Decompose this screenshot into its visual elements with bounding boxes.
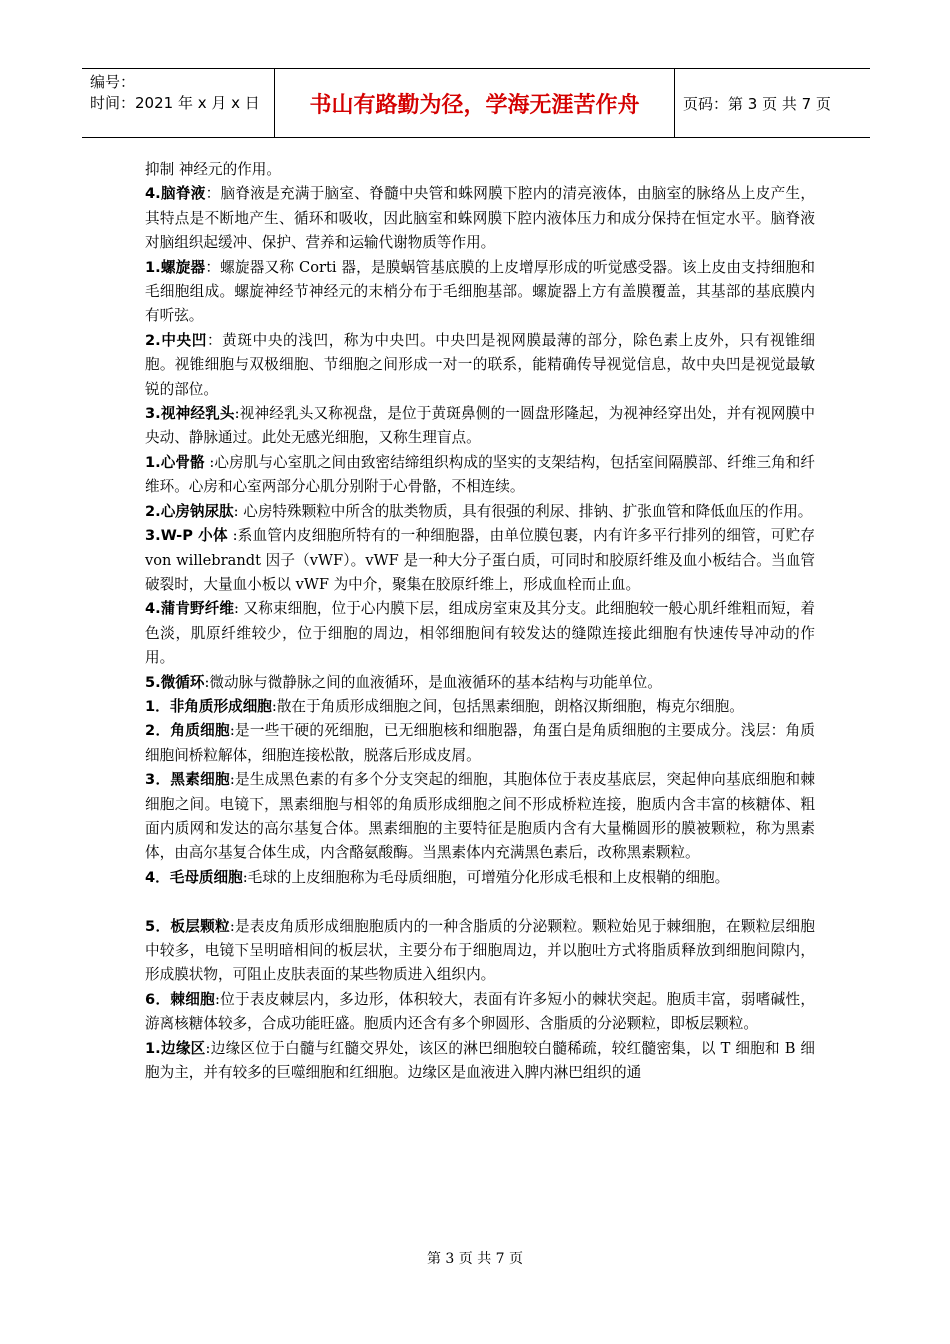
term: 2.中央凹 [145, 331, 207, 349]
paragraph [145, 597, 815, 670]
definition: :边缘区位于白髓与红髓交界处，该区的淋巴细胞较白髓稀疏，较红髓密集，以 T 细胞和 B 细胞为主，并有较多的巨噬细胞和红细胞。边缘区是血液进入脾内淋巴组织的通 [145, 1039, 815, 1082]
definition: :系血管内皮细胞所特有的一种细胞器，由单位膜包裹，内有许多平行排列的细管，可贮存 von willebrandt 因子（vWF）。vWF 是一种大分子蛋白质，可同时和胶原纤维及血小板结合。当血管破裂时，大量血小板以 vWF 为中介，聚集在胶原纤维上，形成血栓而止血。 [145, 527, 815, 593]
document-body [145, 158, 815, 1085]
definition: :是生成黑色素的有多个分支突起的细胞，其胞体位于表皮基底层，突起伸向基底细胞和棘细胞之间。电镜下，黑素细胞与相邻的角质形成细胞之间不形成桥粒连接，胞质内含丰富的核糖体、粗面内质网和发达的高尔基复合体。黑素细胞的主要特征是胞质内含有大量椭圆形的膜被颗粒，称为黑素体，由高尔基复合体生成，内含酪氨酸酶。当黑素体内充满黑色素后，改称黑素颗粒。 [145, 771, 816, 862]
paragraph [145, 1037, 815, 1086]
header-page-label: 页码：第 3 页 共 7 页 [683, 94, 831, 113]
paragraph [145, 915, 815, 988]
paragraph [145, 500, 815, 524]
term: 4.蒲肯野纤维 [145, 600, 235, 618]
header-meta [82, 69, 274, 137]
definition: :是一些干硬的死细胞，已无细胞核和细胞器，角蛋白是角质细胞的主要成分。浅层：角质细胞间桥粒解体，细胞连接松散，脱落后形成皮屑。 [145, 722, 816, 764]
page-footer: 第 3 页 共 7 页 [426, 1251, 524, 1267]
paragraph [145, 182, 815, 255]
definition: ：黄斑中央的浅凹，称为中央凹。中央凹是视网膜最薄的部分，除色素上皮外，只有视锥细胞。视锥细胞与双极细胞、节细胞之间形成一对一的联系，能精确传导视觉信息，故中央凹是视觉最敏锐的部位。 [145, 331, 815, 398]
paragraph [145, 329, 815, 402]
definition: :视神经乳头又称视盘，是位于黄斑鼻侧的一圆盘形隆起，为视神经穿出处，并有视网膜中央动、静脉通过。此处无感光细胞，又称生理盲点。 [145, 405, 816, 447]
header-motto: 书山有路勤为径，学海无涯苦作舟 [309, 92, 640, 118]
definition: 抑制 神经元的作用。 [145, 161, 281, 178]
term: 3.视神经乳头 [145, 405, 235, 423]
term: 5.微循环 [145, 673, 205, 691]
paragraph [145, 866, 815, 890]
definition: :是表皮角质形成细胞胞质内的一种含脂质的分泌颗粒。颗粒始见于棘细胞，在颗粒层细胞中较多，电镜下呈明暗相间的板层状，主要分布于细胞周边，并以胞吐方式将脂质释放到细胞间隙内，形成膜状物，可阻止皮肤表面的某些物质进入组织内。 [145, 917, 816, 984]
definition: : 心房特殊颗粒中所含的肽类物质，具有很强的利尿、排钠、扩张血管和降低血压的作用。 [233, 502, 813, 520]
definition: :位于表皮棘层内，多边形，体积较大，表面有许多短小的棘状突起。胞质丰富，弱嗜碱性，游离核糖体较多，合成功能旺盛。胞质内还含有多个卵圆形、含脂质的分泌颗粒，即板层颗粒。 [145, 990, 815, 1033]
term: 6．棘细胞 [145, 990, 215, 1008]
term: 4.脑脊液 [145, 185, 206, 203]
term: 2．角质细胞 [145, 722, 230, 740]
paragraph [145, 158, 815, 182]
term: 3.W-P 小体 [145, 527, 228, 545]
term: 1.心骨骼 [145, 453, 205, 471]
paragraph [145, 256, 815, 329]
term: 1.边缘区 [145, 1039, 206, 1057]
definition: :心房肌与心室肌之间由致密结缔组织构成的坚实的支架结构，包括室间隔膜部、纤维三角和纤维环。心房和心室两部分心肌分别附于心骨骼，不相连续。 [145, 453, 816, 496]
definition: : 又称束细胞，位于心内膜下层，组成房室束及其分支。此细胞较一般心肌纤维粗而短，着色淡，肌原纤维较少，位于细胞的周边，相邻细胞间有较发达的缝隙连接此细胞有快速传导冲动的作用。 [145, 600, 815, 667]
definition: :散在于角质形成细胞之间，包括黑素细胞，朗格汉斯细胞，梅克尔细胞。 [271, 697, 744, 715]
paragraph [145, 671, 815, 695]
term: 1.螺旋器 [145, 258, 206, 276]
term: 3．黑素细胞 [145, 771, 230, 789]
definition: ：螺旋器又称 Corti 器，是膜蜗管基底膜的上皮增厚形成的听觉感受器。该上皮由支持细胞和毛细胞组成。螺旋神经节神经元的末梢分布于毛细胞基部。螺旋器上方有盖膜覆盖，其基部的基底膜内有听弦。 [145, 258, 815, 325]
definition: :微动脉与微静脉之间的血液循环，是血液循环的基本结构与功能单位。 [204, 673, 662, 691]
paragraph [145, 402, 815, 451]
paragraph [145, 768, 815, 866]
definition: :毛球的上皮细胞称为毛母质细胞，可增殖分化形成毛根和上皮根鞘的细胞。 [242, 868, 730, 886]
document-number-label: 编号： [90, 73, 136, 91]
term: 1．非角质形成细胞 [145, 697, 272, 715]
paragraph [145, 695, 815, 719]
term: 4．毛母质细胞 [145, 868, 243, 886]
term: 5．板层颗粒 [145, 917, 230, 935]
paragraph [145, 451, 815, 500]
definition: ：脑脊液是充满于脑室、脊髓中央管和蛛网膜下腔内的清亮液体，由脑室的脉络丛上皮产生，其特点是不断地产生、循环和吸收，因此脑室和蛛网膜下腔内液体压力和成分保持在恒定水平。脑脊液对脑组织起缓冲、保护、营养和运输代谢物质等作用。 [145, 185, 815, 252]
document-time-label: 时间：2021 年 x 月 x 日 [90, 94, 260, 112]
blank-line [145, 890, 815, 914]
page-header [82, 68, 870, 138]
paragraph [145, 988, 815, 1037]
paragraph [145, 719, 815, 768]
term: 2.心房钠尿肽 [145, 502, 234, 520]
paragraph [145, 524, 815, 597]
